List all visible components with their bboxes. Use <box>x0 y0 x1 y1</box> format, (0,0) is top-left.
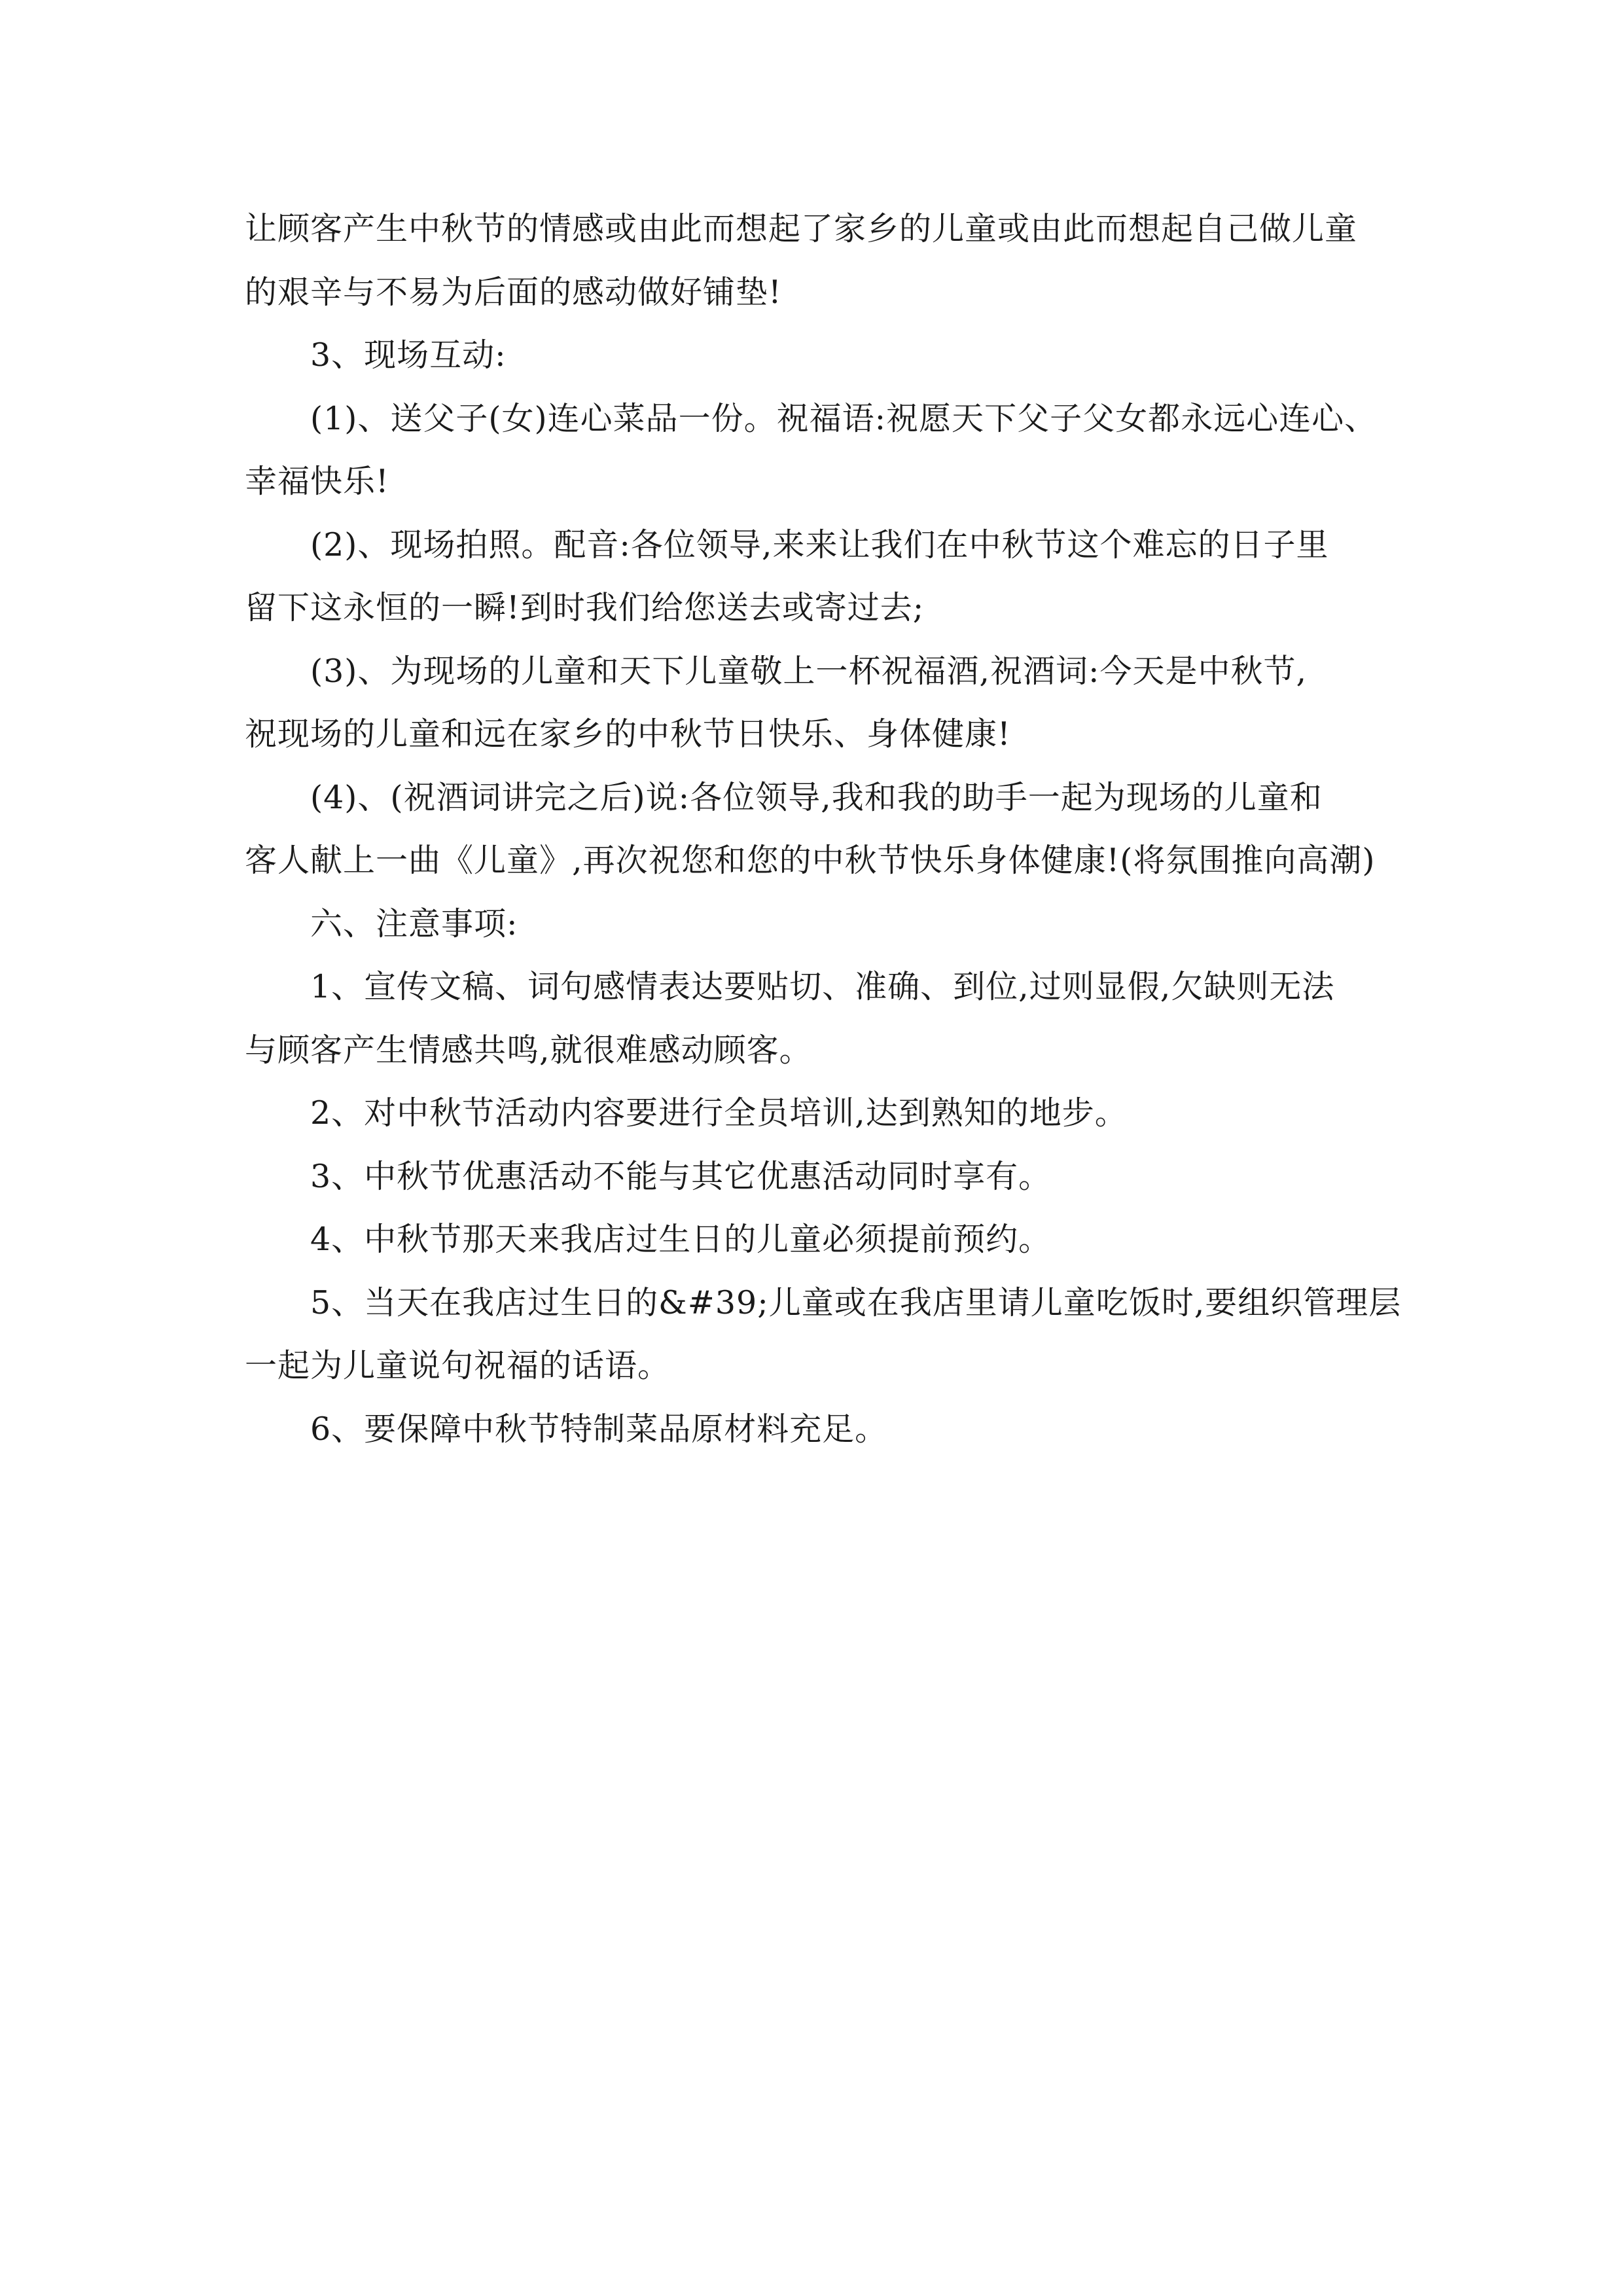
paragraph <box>245 514 1390 640</box>
text-line: 客人献上一曲《儿童》,再次祝您和您的中秋节快乐身体健康!(将氛围推向高潮) <box>245 842 1376 879</box>
paragraph <box>245 1082 1390 1145</box>
section-heading <box>245 893 1390 956</box>
text-line: 3、现场互动: <box>310 336 507 374</box>
paragraph <box>245 1208 1390 1272</box>
paragraph <box>245 1272 1402 1398</box>
text-line: (1)、送父子(女)连心菜品一份。祝福语:祝愿天下父子父女都永远心连心、 <box>310 399 1378 437</box>
text-line: 祝现场的儿童和远在家乡的中秋节日快乐、身体健康! <box>245 715 1011 753</box>
text-line: 1、宣传文稿、词句感情表达要贴切、准确、到位,过则显假,欠缺则无法 <box>310 968 1335 1005</box>
paragraph <box>245 387 1390 514</box>
document-body <box>245 198 1402 1461</box>
text-line: (2)、现场拍照。配音:各位领导,来来让我们在中秋节这个难忘的日子里 <box>310 526 1329 564</box>
paragraph <box>245 1398 1390 1462</box>
text-line: (4)、(祝酒词讲完之后)说:各位领导,我和我的助手一起为现场的儿童和 <box>310 778 1323 816</box>
text-line: 一起为儿童说句祝福的话语。 <box>245 1347 671 1384</box>
text-line: 4、中秋节那天来我店过生日的儿童必须提前预约。 <box>310 1221 1052 1258</box>
paragraph <box>245 956 1390 1082</box>
paragraph <box>245 1145 1390 1209</box>
text-line: 留下这永恒的一瞬!到时我们给您送去或寄过去; <box>245 589 925 626</box>
text-line: (3)、为现场的儿童和天下儿童敬上一杯祝福酒,祝酒词:今天是中秋节, <box>310 652 1308 690</box>
text-line: 2、对中秋节活动内容要进行全员培训,达到熟知的地步。 <box>310 1094 1128 1132</box>
text-line: 幸福快乐! <box>245 463 389 500</box>
text-line: 3、中秋节优惠活动不能与其它优惠活动同时享有。 <box>310 1157 1052 1195</box>
text-line: 6、要保障中秋节特制菜品原材料充足。 <box>310 1410 888 1448</box>
text-line: 六、注意事项: <box>310 905 518 942</box>
text-line: 的艰辛与不易为后面的感动做好铺垫! <box>245 273 782 311</box>
text-line: 5、当天在我店过生日的&#39;儿童或在我店里请儿童吃饭时,要组织管理层 <box>310 1283 1402 1321</box>
text-line: 与顾客产生情感共鸣,就很难感动顾客。 <box>245 1031 812 1069</box>
paragraph <box>245 640 1390 766</box>
text-line: 让顾客产生中秋节的情感或由此而想起了家乡的儿童或由此而想起自己做儿童 <box>245 210 1358 247</box>
section-heading <box>245 324 1390 387</box>
paragraph <box>245 766 1390 893</box>
paragraph <box>245 198 1390 324</box>
